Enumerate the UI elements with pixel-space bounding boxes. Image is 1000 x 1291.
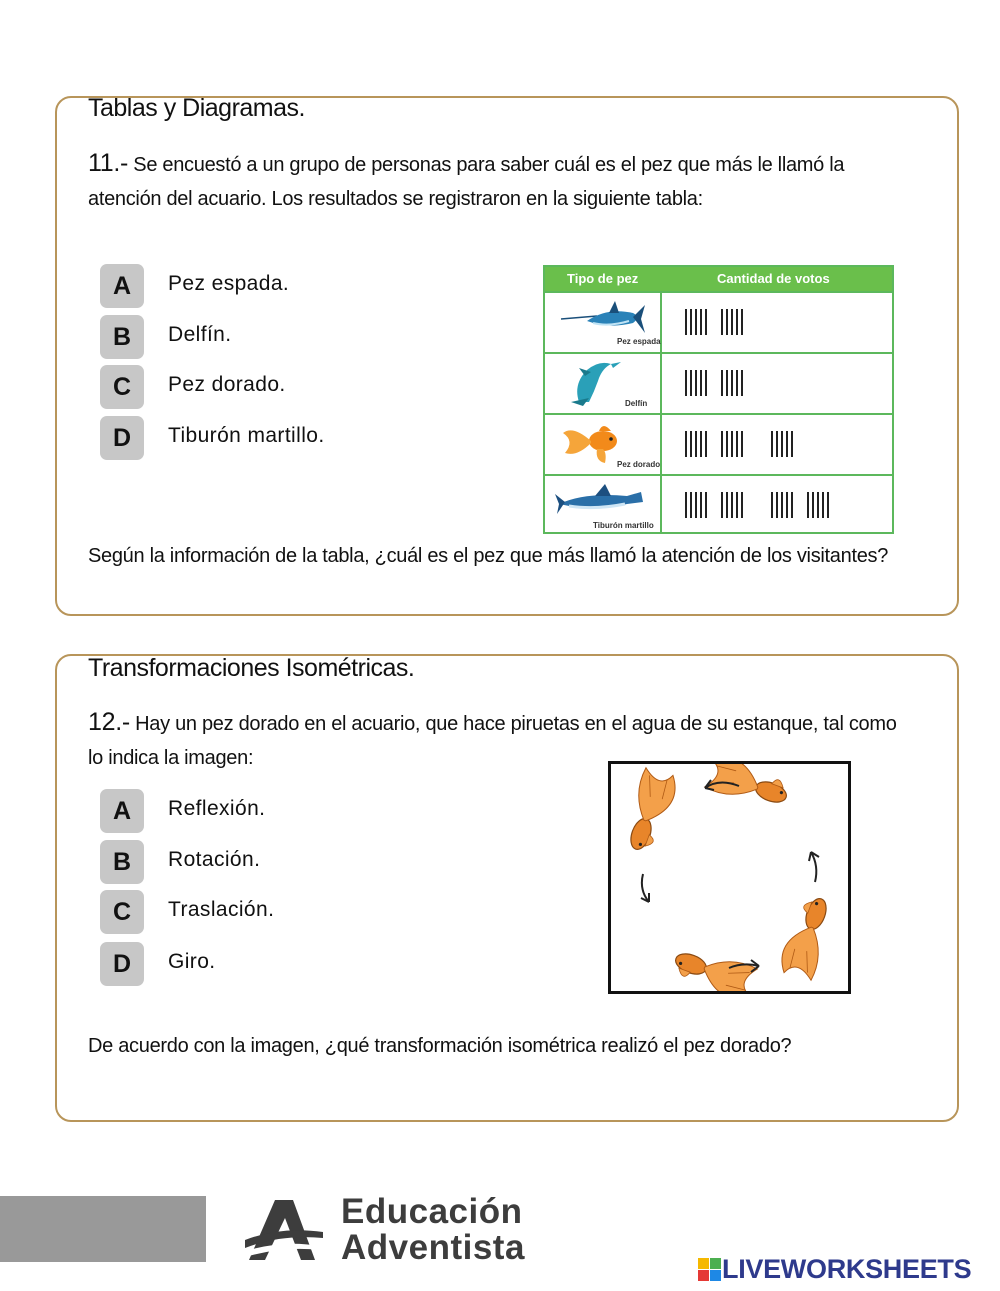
option-label[interactable]: Delfín. bbox=[168, 323, 232, 346]
fish-label: Tiburón martillo bbox=[593, 521, 654, 530]
brand-line-2: Adventista bbox=[341, 1228, 525, 1267]
hammerhead-shark-icon bbox=[555, 482, 650, 520]
section-title-tables: Tablas y Diagramas. bbox=[88, 94, 305, 122]
adventista-logo-icon bbox=[245, 1196, 325, 1262]
tally-group bbox=[685, 492, 707, 518]
tally-group bbox=[721, 492, 743, 518]
option-label[interactable]: Tiburón martillo. bbox=[168, 424, 325, 447]
tally-group bbox=[685, 431, 707, 457]
question-12-prompt: De acuerdo con la imagen, ¿qué transformación isométrica realizó el pez dorado? bbox=[88, 1035, 792, 1057]
tally-group bbox=[771, 492, 793, 518]
brand-line-1: Educación bbox=[341, 1192, 523, 1231]
goldfish-rotation-image bbox=[608, 761, 851, 994]
tally-marks bbox=[685, 492, 829, 518]
fish-votes-table bbox=[543, 265, 894, 534]
option-letter[interactable]: A bbox=[100, 789, 144, 833]
question-11-prompt: Según la información de la tabla, ¿cuál es el pez que más llamó la atención de los visitantes? bbox=[88, 545, 889, 567]
option-letter[interactable]: D bbox=[100, 942, 144, 986]
tally-group bbox=[685, 309, 707, 335]
option-letter[interactable]: B bbox=[100, 840, 144, 884]
tally-marks bbox=[685, 431, 793, 457]
option-label[interactable]: Reflexión. bbox=[168, 797, 266, 820]
table-row bbox=[545, 413, 892, 474]
tally-marks bbox=[685, 309, 743, 335]
liveworksheets-logo bbox=[698, 1254, 971, 1285]
question-11-text bbox=[88, 146, 908, 216]
header-votes: Cantidad de votos bbox=[717, 271, 830, 286]
option-letter[interactable]: A bbox=[100, 264, 144, 308]
table-header bbox=[545, 267, 892, 291]
question-number: 12.- bbox=[88, 708, 130, 736]
option-letter[interactable]: C bbox=[100, 365, 144, 409]
tally-group bbox=[721, 309, 743, 335]
table-row bbox=[545, 352, 892, 413]
fish-label: Pez espada bbox=[617, 337, 661, 346]
tally-group bbox=[721, 370, 743, 396]
tally-group bbox=[771, 431, 793, 457]
liveworksheets-text: LIVEWORKSHEETS bbox=[722, 1254, 972, 1284]
liveworksheets-icon bbox=[698, 1258, 722, 1282]
tally-group bbox=[721, 431, 743, 457]
header-fish-type: Tipo de pez bbox=[567, 271, 639, 286]
table-row bbox=[545, 291, 892, 352]
goldfish-rotation-icon bbox=[611, 764, 848, 991]
option-letter[interactable]: B bbox=[100, 315, 144, 359]
swordfish-icon bbox=[557, 299, 647, 339]
tally-group bbox=[807, 492, 829, 518]
option-letter[interactable]: C bbox=[100, 890, 144, 934]
option-label[interactable]: Rotación. bbox=[168, 848, 261, 871]
option-label[interactable]: Pez dorado. bbox=[168, 373, 286, 396]
tally-marks bbox=[685, 370, 743, 396]
option-letter[interactable]: D bbox=[100, 416, 144, 460]
option-label[interactable]: Pez espada. bbox=[168, 272, 290, 295]
fish-label: Delfín bbox=[625, 399, 648, 408]
footer-gray-bar bbox=[0, 1196, 206, 1262]
question-number: 11.- bbox=[88, 149, 129, 177]
fish-label: Pez dorado bbox=[617, 460, 661, 469]
question-body: Se encuestó a un grupo de personas para saber cuál es el pez que más le llamó la atención del acuario. Los resultados se registraron en la siguiente tabla: bbox=[88, 154, 845, 210]
tally-group bbox=[685, 370, 707, 396]
option-label[interactable]: Traslación. bbox=[168, 898, 275, 921]
question-body: Hay un pez dorado en el acuario, que hace piruetas en el agua de su estanque, tal como lo indica la imagen: bbox=[88, 713, 897, 769]
section-title-transformations: Transformaciones Isométricas. bbox=[88, 654, 415, 682]
option-label[interactable]: Giro. bbox=[168, 950, 216, 973]
table-row bbox=[545, 474, 892, 534]
